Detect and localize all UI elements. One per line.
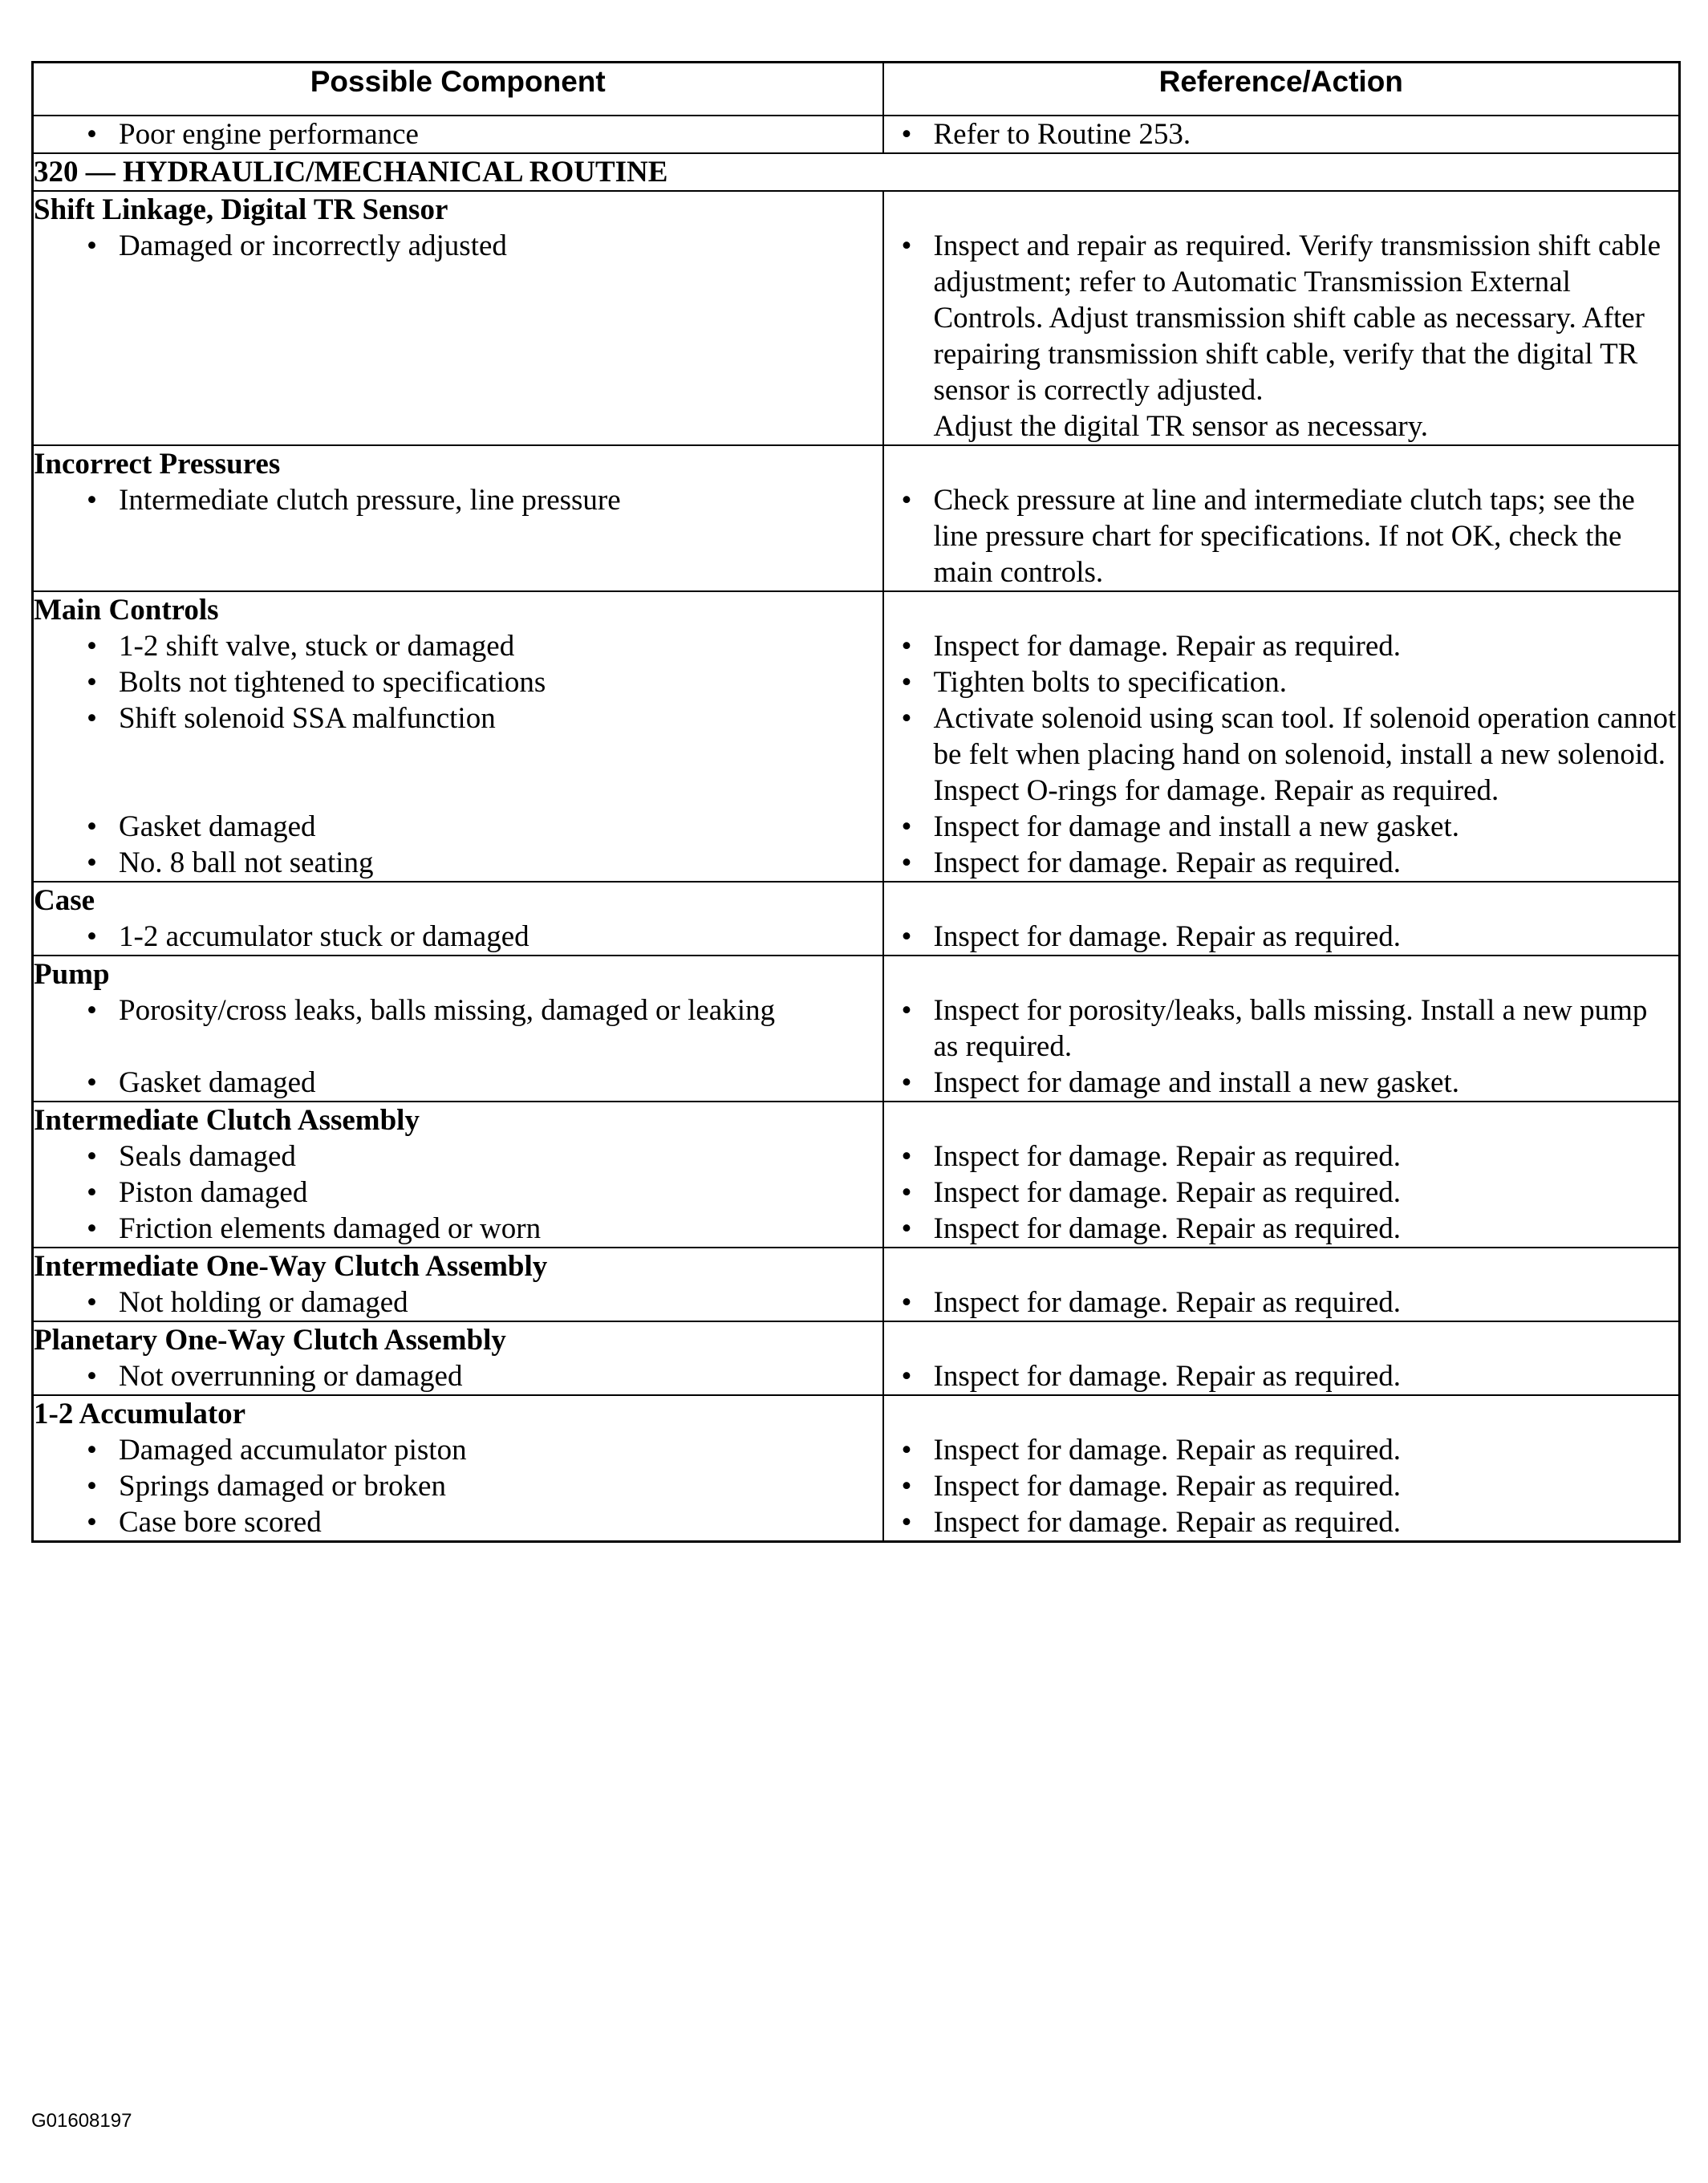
action-item: • Tighten bolts to specification. [902,664,1679,700]
table-row [33,628,1680,664]
section-action-empty [883,1395,1680,1432]
section-action-empty [883,1102,1680,1138]
table-row [33,1504,1680,1542]
table-row [33,845,1680,882]
table-row [33,1468,1680,1504]
action-item-extra: Adjust the digital TR sensor as necessary. [933,410,1429,443]
table-row [33,664,1680,700]
section-action-empty [883,591,1680,628]
table-row [33,116,1680,153]
section-row [33,1102,1680,1138]
section-row [33,445,1680,482]
table-row [33,1358,1680,1395]
header-row [33,63,1680,116]
table-row [33,700,1680,809]
table-row [33,1065,1680,1102]
section-action-empty [883,1321,1680,1358]
action-item: • Inspect for damage. Repair as required. [902,1468,1679,1504]
action-item: • Inspect and repair as required. Verify transmission shift cable adjustment; refer to Automatic Transmission External Controls. Adjust transmission shift cable as necessary. After repairing transmission shift cable, verify that the digital TR sensor is correctly adjusted. [902,228,1679,408]
component-item: • Piston damaged [87,1175,882,1211]
component-item: • Intermediate clutch pressure, line pressure [87,482,882,518]
table-row [33,919,1680,956]
action-item: • Check pressure at line and intermediate clutch taps; see the line pressure chart for specifications. If not OK, check the main controls. [902,482,1679,590]
table-row [33,1175,1680,1211]
figure-id: G01608197 [31,2110,132,2132]
section-title: Intermediate One-Way Clutch Assembly [33,1248,883,1284]
action-item: • Inspect for damage. Repair as required. [902,1432,1679,1468]
component-item: • Gasket damaged [87,809,882,845]
table-row [33,1432,1680,1468]
action-item: • Inspect for damage. Repair as required. [902,1358,1679,1394]
table-row [33,482,1680,591]
component-item: • 1-2 shift valve, stuck or damaged [87,628,882,664]
component-item: • Poor engine performance [87,116,882,152]
action-item: • Refer to Routine 253. [902,116,1679,152]
section-title: Shift Linkage, Digital TR Sensor [33,191,883,228]
component-item: • 1-2 accumulator stuck or damaged [87,919,882,955]
table-row [33,1138,1680,1175]
component-item: • Friction elements damaged or worn [87,1211,882,1247]
action-item: • Inspect for damage. Repair as required. [902,1284,1679,1321]
component-item: • Seals damaged [87,1138,882,1175]
action-item: • Activate solenoid using scan tool. If solenoid operation cannot be felt when placing hand on solenoid, install a new solenoid. Inspect O-rings for damage. Repair as required. [902,700,1679,809]
section-row [33,1248,1680,1284]
section-title: Pump [33,956,883,992]
action-item: • Inspect for damage and install a new gasket. [902,1065,1679,1101]
table-row [33,992,1680,1065]
table-row [33,809,1680,845]
section-title: Intermediate Clutch Assembly [33,1102,883,1138]
component-item: • Not overrunning or damaged [87,1358,882,1394]
component-item: • Bolts not tightened to specifications [87,664,882,700]
action-item: • Inspect for damage. Repair as required. [902,919,1679,955]
table-row [33,1211,1680,1248]
section-title: Planetary One-Way Clutch Assembly [33,1321,883,1358]
component-item: • Case bore scored [87,1504,882,1540]
component-item: • Shift solenoid SSA malfunction [87,700,882,736]
section-row [33,1321,1680,1358]
component-item: • Gasket damaged [87,1065,882,1101]
section-row [33,1395,1680,1432]
header-possible-component: Possible Component [33,63,883,116]
diagnosis-table [31,61,1681,1543]
header-reference-action: Reference/Action [883,63,1680,116]
section-title: Case [33,882,883,919]
action-item: • Inspect for damage. Repair as required. [902,628,1679,664]
action-item: • Inspect for porosity/leaks, balls missing. Install a new pump as required. [902,992,1679,1065]
action-item: • Inspect for damage. Repair as required. [902,845,1679,881]
routine-title: 320 — HYDRAULIC/MECHANICAL ROUTINE [33,153,1680,191]
section-title: Main Controls [33,591,883,628]
section-row [33,591,1680,628]
table-row [33,1284,1680,1321]
section-action-empty [883,956,1680,992]
action-item: • Inspect for damage and install a new gasket. [902,809,1679,845]
section-row [33,956,1680,992]
section-row [33,191,1680,228]
action-item: • Inspect for damage. Repair as required. [902,1211,1679,1247]
action-item: • Inspect for damage. Repair as required. [902,1504,1679,1540]
component-item: • No. 8 ball not seating [87,845,882,881]
routine-title-row [33,153,1680,191]
section-row [33,882,1680,919]
action-item: • Inspect for damage. Repair as required. [902,1175,1679,1211]
component-item: • Porosity/cross leaks, balls missing, damaged or leaking [87,992,882,1029]
section-action-empty [883,191,1680,228]
section-title: Incorrect Pressures [33,445,883,482]
action-item: • Inspect for damage. Repair as required. [902,1138,1679,1175]
section-title: 1-2 Accumulator [33,1395,883,1432]
section-action-empty [883,882,1680,919]
component-item: • Springs damaged or broken [87,1468,882,1504]
component-item: • Damaged or incorrectly adjusted [87,228,882,264]
section-action-empty [883,445,1680,482]
section-action-empty [883,1248,1680,1284]
component-item: • Not holding or damaged [87,1284,882,1321]
component-item: • Damaged accumulator piston [87,1432,882,1468]
table-row [33,228,1680,445]
